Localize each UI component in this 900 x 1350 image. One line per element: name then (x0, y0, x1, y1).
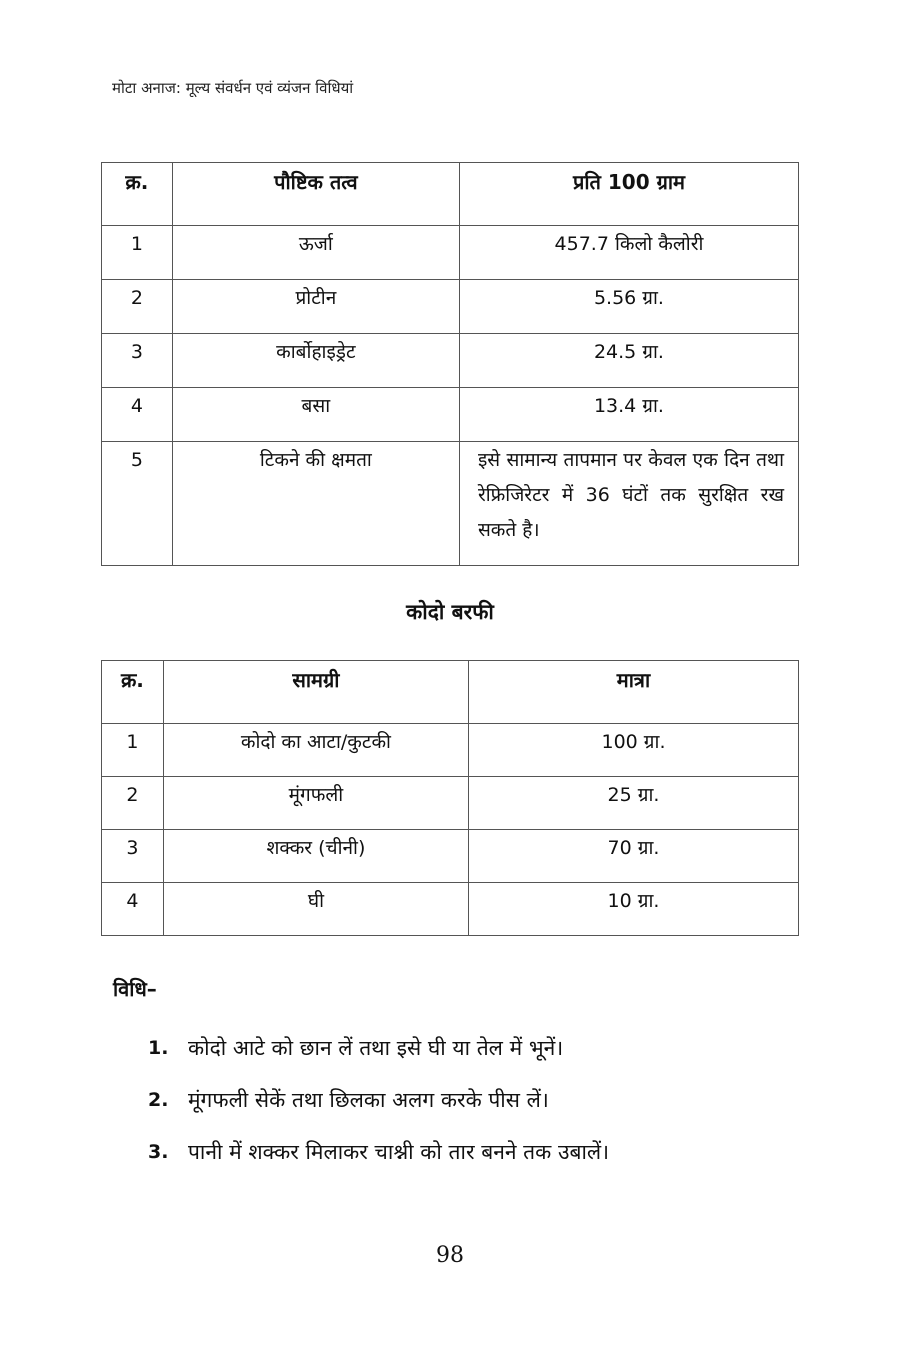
table-row (102, 226, 799, 280)
table-header-row (102, 163, 799, 226)
table-cell: 100 ग्रा. (468, 724, 798, 777)
table-cell: 2 (102, 280, 173, 334)
table-header-row (102, 661, 799, 724)
table-cell: 13.4 ग्रा. (459, 388, 798, 442)
list-item (148, 1082, 808, 1134)
table-cell: घी (163, 883, 468, 936)
table-cell: कोदो का आटा/कुटकी (163, 724, 468, 777)
method-steps (148, 1030, 808, 1186)
table-cell: 2 (102, 777, 164, 830)
table-cell: 4 (102, 883, 164, 936)
table-cell: इसे सामान्य तापमान पर केवल एक दिन तथा रेफ्रिजिरेटर में 36 घंटों तक सुरक्षित रख सकते है। (459, 442, 798, 566)
table-cell: 25 ग्रा. (468, 777, 798, 830)
list-item (148, 1030, 808, 1082)
table-cell: टिकने की क्षमता (172, 442, 459, 566)
column-header: प्रति 100 ग्राम (459, 163, 798, 226)
step-number: 3. (148, 1141, 169, 1163)
column-header: क्र. (102, 163, 173, 226)
column-header: सामग्री (163, 661, 468, 724)
table-row (102, 830, 799, 883)
table-row (102, 442, 799, 566)
table-cell: मूंगफली (163, 777, 468, 830)
table-cell: ऊर्जा (172, 226, 459, 280)
recipe-title: कोदो बरफी (406, 600, 494, 624)
table-cell: 457.7 किलो कैलोरी (459, 226, 798, 280)
column-header: पौष्टिक तत्व (172, 163, 459, 226)
step-text: पानी में शक्कर मिलाकर चाश्नी को तार बनने तक उबालें। (188, 1140, 610, 1164)
step-text: मूंगफली सेकें तथा छिलका अलग करके पीस लें। (188, 1088, 549, 1112)
table-cell: प्रोटीन (172, 280, 459, 334)
table-cell: 5 (102, 442, 173, 566)
table-cell: 3 (102, 334, 173, 388)
table-row (102, 280, 799, 334)
table-row (102, 334, 799, 388)
step-number: 2. (148, 1089, 169, 1111)
table-row (102, 388, 799, 442)
step-text: कोदो आटे को छान लें तथा इसे घी या तेल में भूनें। (188, 1036, 564, 1060)
table-row (102, 883, 799, 936)
table-cell: 5.56 ग्रा. (459, 280, 798, 334)
table-row (102, 724, 799, 777)
table-row (102, 777, 799, 830)
list-item (148, 1134, 808, 1186)
table-cell: 1 (102, 724, 164, 777)
page-number: 98 (436, 1243, 464, 1268)
table-cell: शक्कर (चीनी) (163, 830, 468, 883)
ingredients-table (101, 660, 799, 936)
table-cell: कार्बोहाइड्रेट (172, 334, 459, 388)
table-cell: 10 ग्रा. (468, 883, 798, 936)
column-header: क्र. (102, 661, 164, 724)
step-number: 1. (148, 1037, 169, 1059)
table-cell: 3 (102, 830, 164, 883)
table-cell: 1 (102, 226, 173, 280)
table-cell: 4 (102, 388, 173, 442)
table-cell: 24.5 ग्रा. (459, 334, 798, 388)
nutrition-table (101, 162, 799, 566)
table-cell: 70 ग्रा. (468, 830, 798, 883)
running-header: मोटा अनाज: मूल्य संवर्धन एवं व्यंजन विधियां (112, 79, 354, 97)
table-cell: बसा (172, 388, 459, 442)
column-header: मात्रा (468, 661, 798, 724)
method-heading: विधि– (113, 977, 157, 1001)
